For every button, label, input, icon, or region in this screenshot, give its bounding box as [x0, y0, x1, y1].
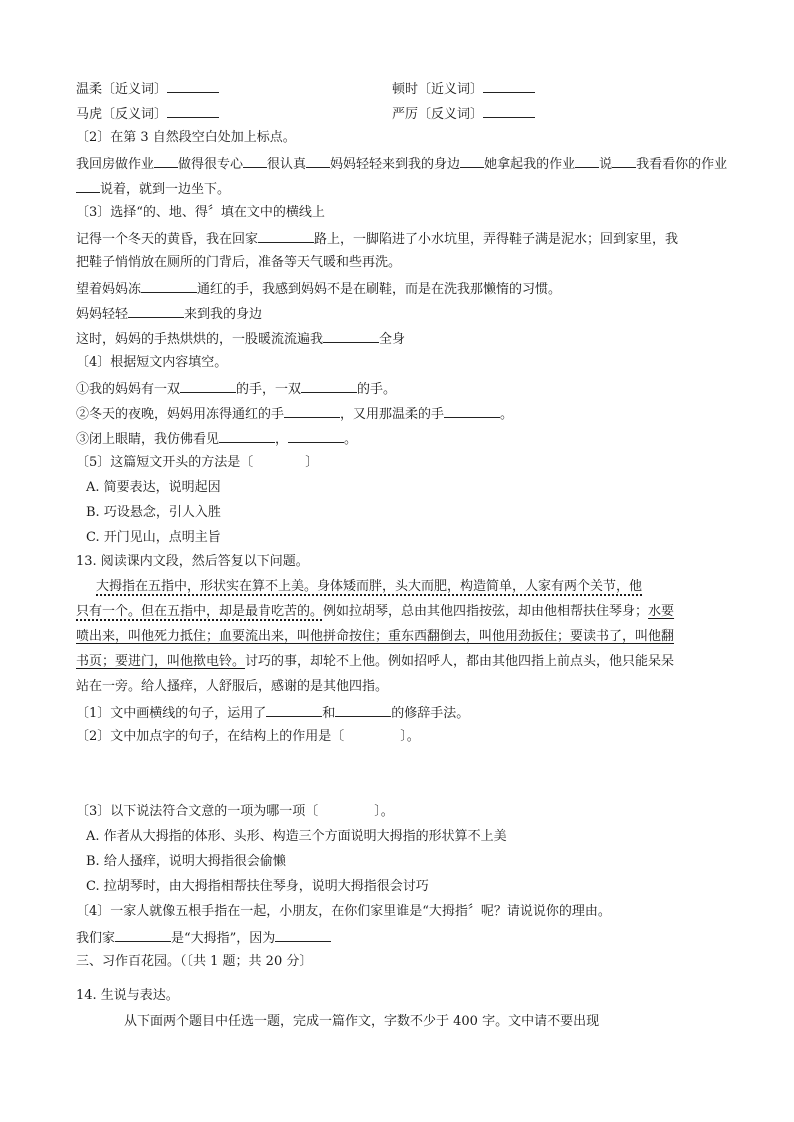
option-c[interactable]: C. 拉胡琴时，由大拇指相帮扶住琴身，说明大拇指很会讨巧	[86, 879, 429, 894]
question-13-1: 〔1〕文中画横线的句子，运用了 和 的修辞手法。	[76, 703, 469, 723]
option-a[interactable]: A. 简要表达，说明起因	[86, 480, 221, 495]
answer-blank[interactable]	[460, 154, 484, 168]
passage-line-1	[96, 578, 642, 596]
passage-line-5: 站在一旁。给人搔痒，人舒服后，感谢的是其他四指。	[76, 679, 389, 694]
vocab-item: 马虎〔反义词〕	[76, 107, 168, 122]
question-12-3: 〔3〕选择“的、地、得〞填在文中的横线上	[76, 205, 325, 220]
fill-line-2: 把鞋子悄悄放在厕所的门背后，准备等天气暖和些再洗。	[76, 255, 402, 270]
answer-blank[interactable]	[284, 404, 340, 418]
answer-blank[interactable]	[167, 104, 219, 118]
vocab-row-1-right	[392, 79, 535, 99]
punctuation-line-1: 我回房做作业 做得很专心 很认真 妈妈轻轻来到我的身边 她拿起我的作业 说 我看看你的作业	[76, 154, 727, 174]
option-a[interactable]: A. 作者从大拇指的体形、头形、构造三个方面说明大拇指的形状算不上美	[86, 829, 507, 844]
question-12-2: 〔2〕在第 3 自然段空白处加上标点。	[76, 130, 296, 145]
question-13-title: 13. 阅读课内文段，然后答复以下问题。	[76, 554, 309, 569]
question-14-title: 14. 生说与表达。	[76, 988, 179, 1003]
answer-blank[interactable]	[219, 429, 275, 443]
question-12-4: 〔4〕根据短文内容填空。	[76, 355, 228, 370]
answer-blank[interactable]	[243, 154, 267, 168]
answer-blank[interactable]	[258, 229, 314, 243]
question-13-4: 〔4〕一家人就像五根手指在一起，小朋友，在你们家里谁是“大拇指〞呢？请说说你的理由。	[76, 904, 611, 919]
dotted-sentence: 大拇指在五指中，形状实在算不上美。身体矮而胖，头大而肥，构造简单，人家有两个关节，他	[96, 579, 643, 594]
fill-line-3: 望着妈妈冻 通红的手，我感到妈妈不是在刷鞋，而是在洗我那懒惰的习惯。	[76, 279, 561, 299]
passage-line-2: 只有一个。但在五指中，却是最肯吃苦的。例如拉胡琴，总由其他四指按弦，却由他相帮扶住琴身；水要	[76, 604, 675, 619]
punctuation-line-2: 说着，就到一边坐下。	[76, 179, 230, 199]
answer-blank[interactable]	[301, 379, 357, 393]
question-13-3: 〔3〕以下说法符合文意的一项为哪一项〔 〕。	[76, 804, 394, 819]
question-14-body: 从下面两个题目中任选一题，完成一篇作文，字数不少于 400 字。文中请不要出现	[124, 1014, 600, 1029]
fill-item-1: ①我的妈妈有一双 的手，一双 的手。	[76, 379, 396, 399]
option-b[interactable]: B. 给人搔痒，说明大拇指很会偷懒	[86, 854, 286, 869]
vocab-item: 顿时〔近义词〕	[392, 82, 484, 97]
dotted-sentence: 只有一个。但在五指中，却是最肯吃苦的。	[76, 604, 324, 619]
answer-blank[interactable]	[444, 404, 500, 418]
underlined-sentence: 喷出来，叫他死力抵住；血要流出来，叫他拼命按住；重东西翻倒去，叫他用劲扳住；要读书了，叫他翻	[76, 629, 675, 644]
answer-blank[interactable]	[167, 79, 219, 93]
answer-blank[interactable]	[141, 279, 197, 293]
answer-blank[interactable]	[275, 928, 331, 942]
answer-blank[interactable]	[483, 79, 535, 93]
answer-blank[interactable]	[483, 104, 535, 118]
fill-line-5: 这时，妈妈的手热烘烘的，一股暖流流遍我 全身	[76, 329, 405, 349]
option-b[interactable]: B. 巧设悬念，引人入胜	[86, 505, 221, 520]
answer-blank[interactable]	[154, 154, 178, 168]
answer-blank[interactable]	[180, 379, 236, 393]
passage-line-4: 书页；要进门，叫他揿电铃。讨巧的事，却轮不上他。例如招呼人，都由其他四指上前点头，他只能呆呆	[76, 654, 675, 669]
answer-blank[interactable]	[266, 703, 322, 717]
section-title: 三、习作百花园。（〔共 1 题；共 20 分〕	[76, 954, 313, 969]
option-c[interactable]: C. 开门见山，点明主旨	[86, 530, 221, 545]
vocab-row-2	[76, 104, 219, 124]
answer-blank[interactable]	[76, 179, 100, 193]
question-12-5: 〔5〕这篇短文开头的方法是〔 〕	[76, 455, 319, 470]
fill-item-2: ②冬天的夜晚，妈妈用冻得通红的手 ，又用那温柔的手 。	[76, 404, 513, 424]
answer-blank[interactable]	[323, 329, 379, 343]
answer-blank[interactable]	[288, 429, 344, 443]
fill-line-4: 妈妈轻轻 来到我的身边	[76, 304, 262, 324]
answer-blank[interactable]	[306, 154, 330, 168]
answer-line: 我们家 是“大拇指”，因为	[76, 928, 331, 948]
fill-line-1: 记得一个冬天的黄昏，我在回家 路上，一脚陷进了小水坑里，弄得鞋子满是泥水；回到家里，我	[76, 229, 678, 249]
fill-item-3: ③闭上眼睛，我仿佛看见 ， 。	[76, 429, 357, 449]
answer-blank[interactable]	[128, 304, 184, 318]
vocab-item: 严厉〔反义词〕	[392, 107, 484, 122]
vocab-row-1	[76, 79, 219, 99]
answer-blank[interactable]	[612, 154, 636, 168]
underlined-sentence: 书页；要进门，叫他揿电铃。	[76, 654, 246, 669]
answer-blank[interactable]	[115, 928, 171, 942]
answer-blank[interactable]	[575, 154, 599, 168]
passage-line-3	[76, 628, 674, 646]
vocab-row-2-right	[392, 104, 535, 124]
question-13-2: 〔2〕文中加点字的句子，在结构上的作用是〔 〕。	[76, 729, 420, 744]
vocab-item: 温柔〔近义词〕	[76, 82, 168, 97]
underlined-sentence: 水要	[648, 604, 675, 619]
answer-blank[interactable]	[335, 703, 391, 717]
